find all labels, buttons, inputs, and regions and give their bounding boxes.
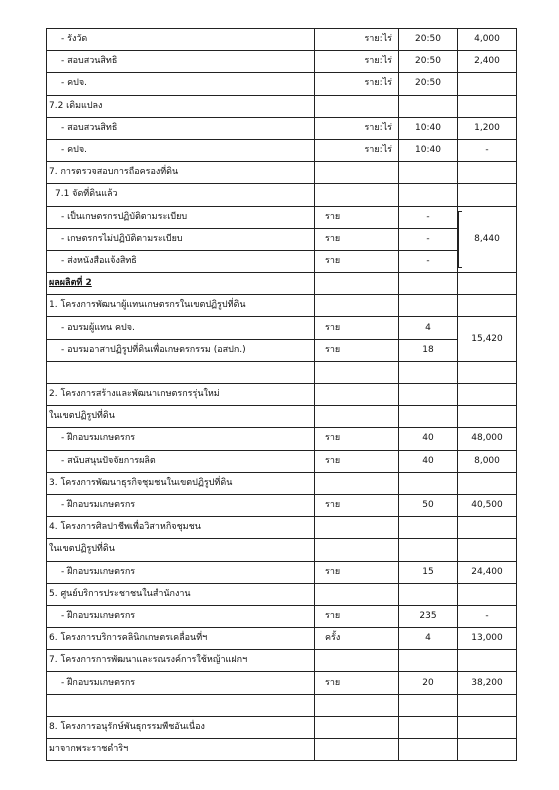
unit-cell [315,694,399,716]
item-cell: 7.2 เดิมแปลง [47,95,315,117]
unit-cell: ราย:ไร่ [315,29,399,51]
quantity-cell [399,650,458,672]
unit-cell [315,517,399,539]
quantity-cell: 50 [399,494,458,516]
item-cell: - อบรมอาสาปฏิรูปที่ดินเพื่อเกษตรกรรม (อสปก.) [47,339,315,361]
amount-cell: 13,000 [458,628,517,650]
item-cell: มาจากพระราชดำริฯ [47,739,315,761]
quantity-cell: 40 [399,450,458,472]
quantity-cell: 18 [399,339,458,361]
amount-cell [458,295,517,317]
unit-cell: ราย [315,494,399,516]
amount-cell [458,739,517,761]
quantity-cell [399,694,458,716]
item-cell: 3. โครงการพัฒนาธุรกิจชุมชนในเขตปฏิรูปที่ดิน [47,472,315,494]
table-row [47,539,517,561]
item-cell: - สอบสวนสิทธิ [47,117,315,139]
amount-cell: 8,000 [458,450,517,472]
table-row [47,295,517,317]
table-row [47,162,517,184]
item-cell: - เกษตรกรไม่ปฏิบัติตามระเบียบ [47,228,315,250]
table-row [47,250,517,272]
unit-cell: ราย [315,250,399,272]
quantity-cell: 4 [399,628,458,650]
amount-cell [458,95,517,117]
unit-cell [315,184,399,206]
unit-cell: ราย [315,228,399,250]
item-cell: - ส่งหนังสือแจ้งสิทธิ [47,250,315,272]
table-row [47,73,517,95]
unit-cell: ราย [315,428,399,450]
quantity-cell: - [399,228,458,250]
amount-cell [458,716,517,738]
amount-cell: - [458,605,517,627]
amount-cell [458,406,517,428]
quantity-cell [399,361,458,383]
item-cell: - อบรมผู้แทน คปจ. [47,317,315,339]
table-row [47,228,517,250]
table-row [47,428,517,450]
unit-cell: ราย:ไร่ [315,73,399,95]
item-cell: 8. โครงการอนุรักษ์พันธุกรรมพืชอันเนื่อง [47,716,315,738]
table-row [47,450,517,472]
item-cell: 2. โครงการสร้างและพัฒนาเกษตรกรรุ่นใหม่ [47,384,315,406]
item-cell: 7. โครงการการพัฒนาและรณรงค์การใช้หญ้าแฝกฯ [47,650,315,672]
table-row [47,716,517,738]
amount-cell: 2,400 [458,51,517,73]
unit-cell [315,739,399,761]
table-row [47,694,517,716]
table-row [47,672,517,694]
unit-cell: ราย:ไร่ [315,51,399,73]
quantity-cell: 235 [399,605,458,627]
quantity-cell [399,716,458,738]
quantity-cell [399,384,458,406]
table-row [47,139,517,161]
table-row [47,95,517,117]
amount-cell: 48,000 [458,428,517,450]
quantity-cell: - [399,206,458,228]
item-cell: - คปจ. [47,139,315,161]
table-row [47,384,517,406]
unit-cell: ราย [315,605,399,627]
unit-cell [315,583,399,605]
amount-cell [458,184,517,206]
item-cell: 7.1 จัดที่ดินแล้ว [47,184,315,206]
table-row [47,361,517,383]
amount-cell: 40,500 [458,494,517,516]
amount-cell [458,361,517,383]
amount-cell: 38,200 [458,672,517,694]
amount-cell: 1,200 [458,117,517,139]
quantity-cell: 20 [399,672,458,694]
item-cell: - ฝึกอบรมเกษตรกร [47,494,315,516]
amount-cell: - [458,139,517,161]
unit-cell [315,539,399,561]
unit-cell: ราย [315,206,399,228]
table-row [47,117,517,139]
unit-cell [315,162,399,184]
table-row [47,317,517,339]
item-cell: - ฝึกอบรมเกษตรกร [47,561,315,583]
unit-cell: ราย [315,450,399,472]
table-row [47,29,517,51]
quantity-cell: 20:50 [399,73,458,95]
unit-cell: ราย [315,672,399,694]
item-cell [47,694,315,716]
table-row [47,628,517,650]
item-cell: - ฝึกอบรมเกษตรกร [47,605,315,627]
quantity-cell [399,184,458,206]
quantity-cell: 4 [399,317,458,339]
unit-cell [315,472,399,494]
quantity-cell: 15 [399,561,458,583]
unit-cell [315,95,399,117]
quantity-cell [399,583,458,605]
quantity-cell [399,295,458,317]
item-cell: - ฝึกอบรมเกษตรกร [47,672,315,694]
unit-cell: ราย [315,317,399,339]
quantity-cell [399,162,458,184]
table-row [47,184,517,206]
amount-cell [458,650,517,672]
unit-cell [315,406,399,428]
quantity-cell: 10:40 [399,117,458,139]
amount-cell: 24,400 [458,561,517,583]
unit-cell: ราย:ไร่ [315,117,399,139]
unit-cell [315,650,399,672]
unit-cell [315,384,399,406]
amount-cell: 4,000 [458,29,517,51]
item-cell: 1. โครงการพัฒนาผู้แทนเกษตรกรในเขตปฏิรูปที่ดิน [47,295,315,317]
quantity-cell [399,472,458,494]
item-cell: - คปจ. [47,73,315,95]
unit-cell [315,716,399,738]
amount-cell [458,73,517,95]
item-cell: - เป็นเกษตรกรปฏิบัติตามระเบียบ [47,206,315,228]
quantity-cell [399,517,458,539]
amount-cell [458,472,517,494]
quantity-cell: 10:40 [399,139,458,161]
unit-cell [315,295,399,317]
amount-cell: 8,440 [458,206,517,273]
quantity-cell [399,739,458,761]
item-cell: - ฝึกอบรมเกษตรกร [47,428,315,450]
item-cell: ในเขตปฏิรูปที่ดิน [47,539,315,561]
amount-cell [458,517,517,539]
quantity-cell: - [399,250,458,272]
item-cell: - สอบสวนสิทธิ [47,51,315,73]
item-cell: 4. โครงการศิลปาชีพเพื่อวิสาหกิจชุมชน [47,517,315,539]
quantity-cell: 20:50 [399,51,458,73]
item-cell: 6. โครงการบริการคลินิกเกษตรเคลื่อนที่ฯ [47,628,315,650]
budget-table [46,28,517,761]
quantity-cell: 20:50 [399,29,458,51]
amount-cell [458,162,517,184]
table-row [47,206,517,228]
table-row [47,650,517,672]
unit-cell: ราย [315,339,399,361]
amount-cell [458,539,517,561]
amount-cell [458,694,517,716]
table-row [47,472,517,494]
table-body [47,29,517,761]
table-row [47,339,517,361]
unit-cell: ราย:ไร่ [315,139,399,161]
quantity-cell: 40 [399,428,458,450]
item-cell: 5. ศูนย์บริการประชาชนในสำนักงาน [47,583,315,605]
unit-cell: ราย [315,561,399,583]
document-page [46,28,516,761]
amount-cell [458,384,517,406]
quantity-cell [399,539,458,561]
table-row [47,406,517,428]
item-cell: - สนับสนุนปัจจัยการผลิต [47,450,315,472]
table-row [47,739,517,761]
quantity-cell [399,95,458,117]
table-row [47,494,517,516]
table-row [47,561,517,583]
item-cell: - รังวัด [47,29,315,51]
quantity-cell [399,273,458,295]
bracket-line [458,211,459,269]
unit-cell: ครั้ง [315,628,399,650]
table-row [47,517,517,539]
unit-cell [315,361,399,383]
unit-cell [315,273,399,295]
table-row [47,583,517,605]
amount-cell [458,583,517,605]
amount-cell [458,273,517,295]
item-cell [47,361,315,383]
table-row [47,273,517,295]
item-cell: 7. การตรวจสอบการถือครองที่ดิน [47,162,315,184]
table-row [47,51,517,73]
amount-cell: 15,420 [458,317,517,361]
section-heading: ผลผลิตที่ 2 [47,273,315,295]
table-row [47,605,517,627]
quantity-cell [399,406,458,428]
item-cell: ในเขตปฏิรูปที่ดิน [47,406,315,428]
